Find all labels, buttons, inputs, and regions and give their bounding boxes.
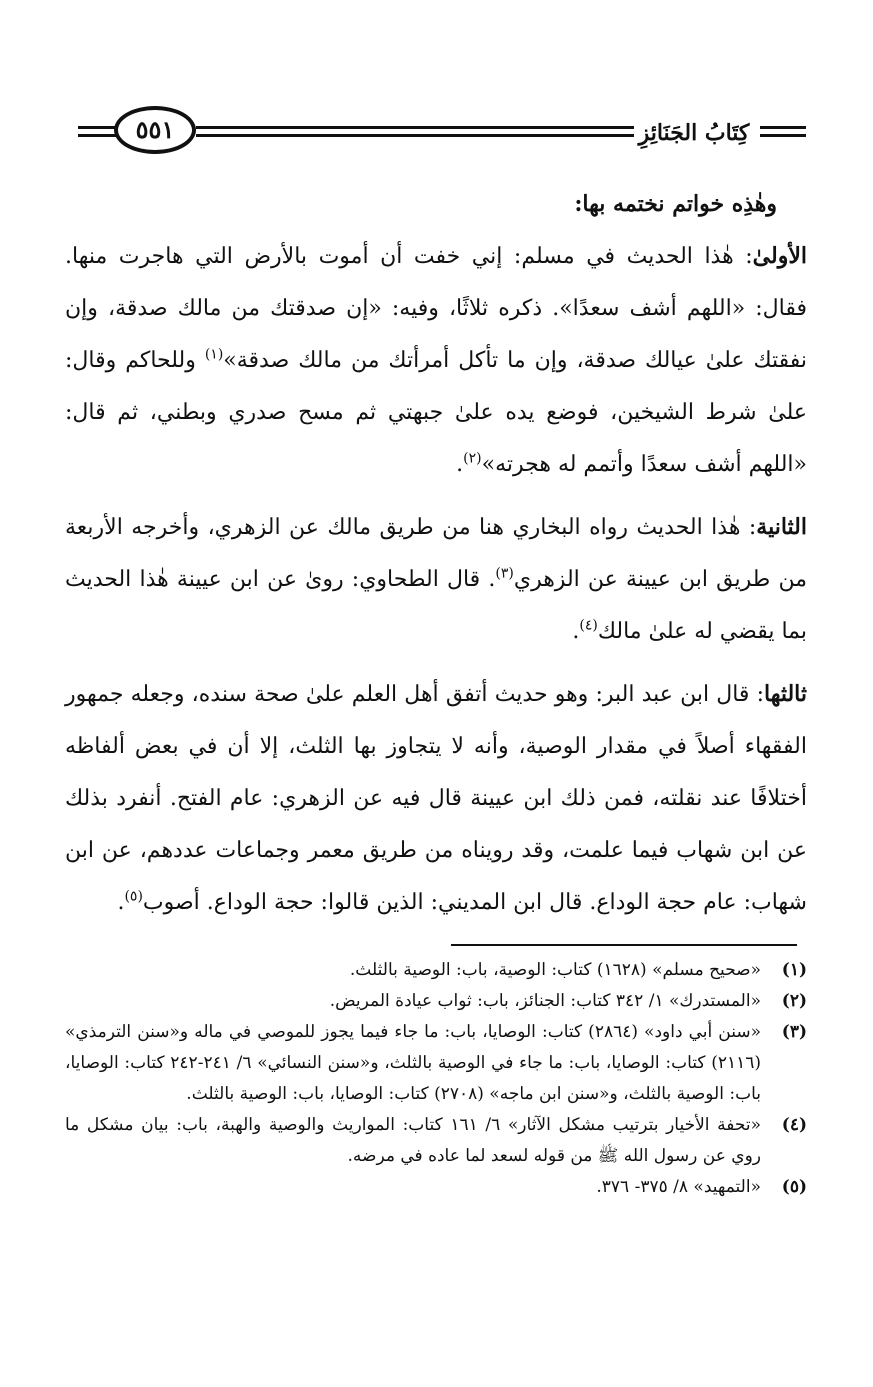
book-title: كِتَابُ الجَنَائِزِ [634, 113, 754, 153]
footnote-text: «صحيح مسلم» (١٦٢٨) كتاب: الوصية، باب: الوصية بالثلث. [349, 960, 761, 980]
paragraph-heading: الثانية [756, 514, 807, 540]
header-rule [196, 126, 664, 129]
footnote-text: «التمهيد» ٨/ ٣٧٥- ٣٧٦. [596, 1177, 761, 1197]
header-rule [760, 126, 806, 129]
footnote-marker[interactable]: (٢) [463, 450, 482, 467]
footnote-item [65, 1017, 807, 1110]
paragraph-text: : هٰذا الحديث في مسلم: إني خفت أن أموت بالأرض التي هاجرت منها. فقال: «اللهم أشف سعدًا». ذكره ثلاثًا، وفيه: «إن صدقتك من مالك صدقة، وإن نفقتك علىٰ عيالك صدقة، وإن ما تأكل أمرأتك من مالك صدقة» [65, 244, 808, 373]
footnote-text: «سنن أبي داود» (٢٨٦٤) كتاب: الوصايا، باب: ما جاء فيما يجوز للموصي في ماله و«سنن الترمذي» (٢١١٦) كتاب: الوصايا، باب: ما جاء في الوصية بالثلث، و«سنن النسائي» ٦/ ٢٤١-٢٤٢ كتاب: الوصايا، باب: الوصية بالثلث، و«سنن ابن ماجه» (٢٧٠٨) كتاب: الوصايا، باب: الوصية بالثلث. [65, 1022, 762, 1104]
footnote-item [65, 955, 807, 986]
paragraph-third [65, 668, 807, 929]
intro-line: وهٰذِه خواتم نختمه بها: [574, 191, 777, 217]
paragraph-second [65, 501, 807, 658]
paragraph-text: : قال ابن عبد البر: وهو حديث أتفق أهل العلم علىٰ صحة سنده، وجعله جمهور الفقهاء أصلاً في مقدار الوصية، وأنه لا يتجاوز بها الثلث، إلا أن في بعض ألفاظه أختلافًا عند نقلته، فمن ذلك ابن عيينة قال فيه عن الزهري: عام الفتح. أنفرد بذلك عن ابن شهاب فيما علمت، وقد رويناه من طريق معمر وجماعات عددهم، عن ابن شهاب: عام حجة الوداع. قال ابن المديني: الذين قالوا: حجة الوداع. أصوب [65, 682, 807, 915]
header-rule [78, 134, 118, 137]
paragraph-first [65, 230, 807, 491]
footnote-item [65, 1172, 807, 1203]
footnote-number: (٤) [781, 1115, 807, 1135]
main-text [65, 178, 807, 929]
footnote-marker[interactable]: (٣) [495, 565, 514, 582]
footnote-item [65, 986, 807, 1017]
footnote-marker[interactable]: (٤) [579, 617, 598, 634]
footnote-separator [451, 944, 797, 946]
footnote-marker[interactable]: (١) [204, 346, 224, 363]
punctuation: . [456, 452, 464, 477]
footnote-marker[interactable]: (٥) [124, 888, 143, 905]
footnote-number: (٣) [781, 1022, 807, 1042]
footnote-text: «تحفة الأخيار بترتيب مشكل الآثار» ٦/ ١٦١ كتاب: المواريث والوصية والهبة، باب: بيان مشكل ما روي عن رسول الله ﷺ من قوله لسعد لما عاده في مرضه. [65, 1115, 761, 1166]
paragraph-heading: ثالثها [763, 681, 807, 707]
page-header [78, 103, 806, 159]
footnote-number: (٥) [781, 1177, 807, 1197]
paragraph-text: : هٰذا الحديث رواه البخاري هنا من طريق مالك عن الزهري، وأخرجه الأربعة من طريق ابن عيينة عن الزهري [65, 515, 807, 592]
header-rule [78, 126, 118, 129]
footnote-number: (١) [781, 960, 807, 980]
footnote-item [65, 1110, 807, 1172]
footnote-number: (٢) [781, 991, 807, 1011]
footnotes [65, 955, 807, 1203]
paragraph-text: . قال الطحاوي: روىٰ عن ابن عيينة هٰذا الحديث بما يقضي له علىٰ مالك [65, 567, 807, 644]
header-rule [196, 134, 664, 137]
paragraph-text: وللحاكم وقال: علىٰ شرط الشيخين، فوضع يده علىٰ جبهتي ثم مسح صدري وبطني، ثم قال: «اللهم أشف سعدًا وأتمم له هجرته» [65, 348, 807, 477]
footnote-text: «المستدرك» ١/ ٣٤٢ كتاب: الجنائز، باب: ثواب عيادة المريض. [329, 991, 761, 1011]
punctuation: . [572, 619, 580, 644]
page-number: ٥٥١ [114, 106, 196, 154]
header-rule [760, 134, 806, 137]
paragraph-heading: الأولىٰ [752, 243, 807, 269]
punctuation: . [117, 890, 125, 915]
